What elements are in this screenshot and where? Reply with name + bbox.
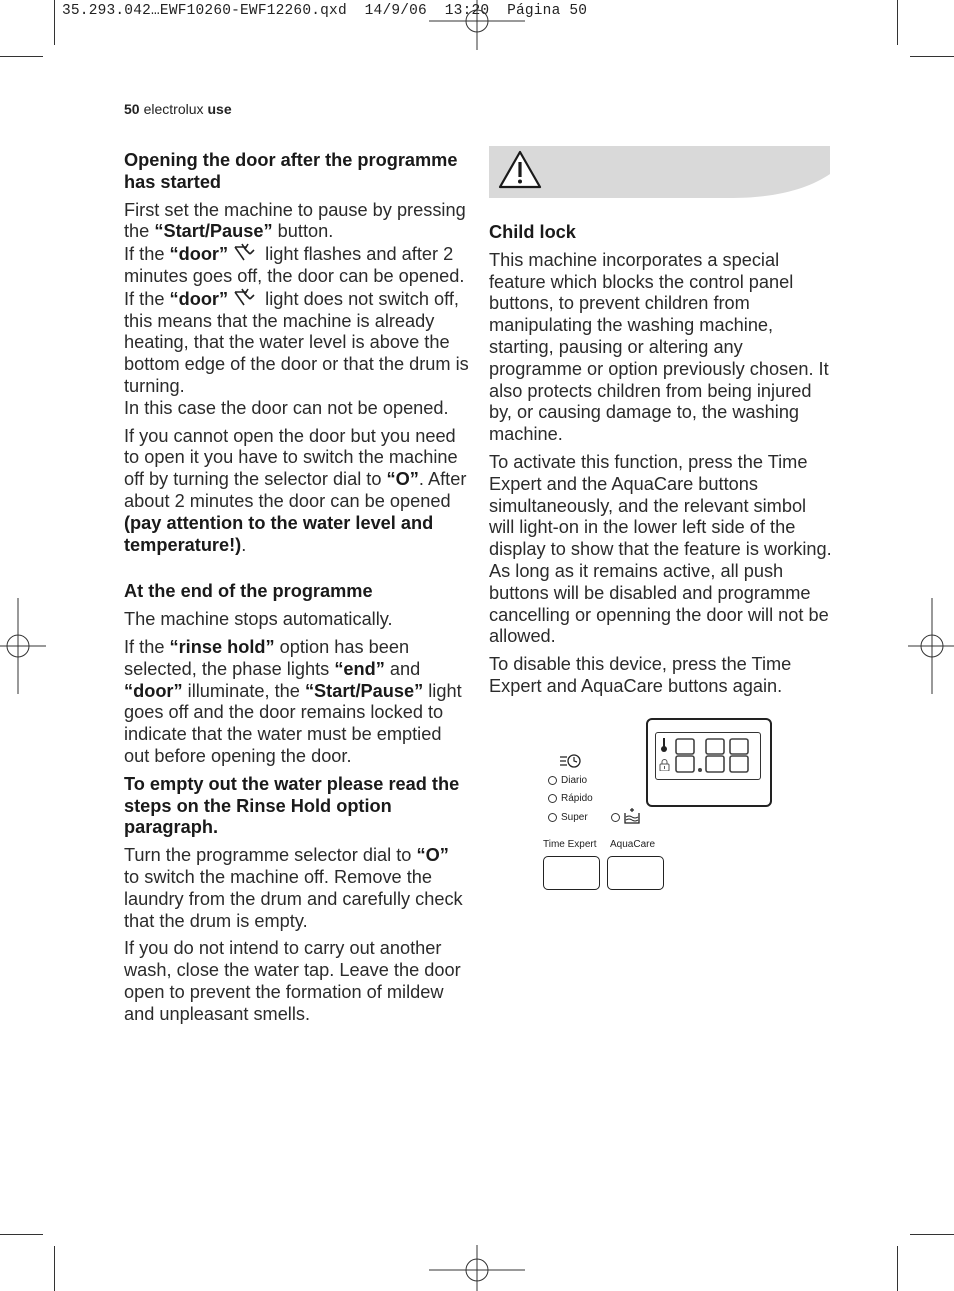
aquacare-button[interactable] [607, 856, 664, 890]
time-expert-label: Time Expert [543, 839, 597, 850]
seven-segment-digits [674, 737, 754, 775]
option-radio [548, 813, 557, 822]
door-icon [234, 243, 256, 263]
brand-name: electrolux [143, 101, 204, 117]
crop-mark [0, 1234, 43, 1235]
paragraph: If the “rinse hold” option has been selected, the phase lights “end” and “door” illuminate, the “Start/Pause” light goes off and the door remains locked to indicate that the water must be emptied out before opening the door. [124, 636, 462, 766]
paragraph: If you do not intend to carry out another wash, close the water tap. Leave the door open to prevent the formation of mildew and unpleasant smells. [124, 938, 461, 1024]
heading-end-of-programme: At the end of the programme [124, 581, 373, 602]
paragraph-bold: To empty out the water please read the steps on the Rinse Hold option paragraph. [124, 773, 460, 838]
paragraph: To activate this function, press the Time Expert and the AquaCare buttons simultaneously, and the relevant simbol will light-on in the lower left side of the display to show that the feature is working. As long as it remains active, all push buttons will be disabled and programme cancelling or openning the door will not be allowed. [489, 451, 832, 647]
aquacare-icon [623, 807, 641, 825]
lcd-display [646, 718, 772, 807]
aquacare-radio [611, 813, 620, 822]
crop-mark [54, 0, 55, 45]
crop-mark [0, 56, 43, 57]
registration-mark-icon [429, 1245, 525, 1291]
time-expert-button[interactable] [543, 856, 600, 890]
crop-mark [910, 56, 954, 57]
page-number: 50 [124, 101, 140, 117]
registration-mark-icon [429, 0, 525, 50]
crop-mark [897, 0, 898, 45]
paragraph: The machine stops automatically. [124, 609, 393, 630]
option-radio [548, 776, 557, 785]
section-name: use [207, 101, 232, 117]
paragraph: If you cannot open the door but you need to open it you have to switch the machine off by turning the selector dial to “O”. After about 2 minutes the door can be opened (pay attention to the water level and temperature!). [124, 425, 467, 555]
aquacare-label: AquaCare [610, 839, 656, 850]
heading-child-lock: Child lock [489, 222, 576, 242]
paragraph: This machine incorporates a special feature which blocks the control panel buttons, to prevent children from manipulating the washing machine, starting, pausing or altering any programme or option previously chosen. It also protects children from being injured by, or causing damage to, the washing machine. [489, 249, 829, 445]
time-expert-icon [559, 753, 583, 769]
paragraph: Turn the programme selector dial to “O” to switch the machine off. Remove the laundry from the drum and carefully check that the drum is empty. [124, 845, 463, 931]
warning-banner [489, 146, 830, 198]
registration-mark-icon [0, 598, 46, 694]
crop-mark [897, 1246, 898, 1291]
right-column [489, 222, 834, 704]
paragraph: To disable this device, press the Time Expert and AquaCare buttons again. [489, 654, 792, 696]
registration-mark-icon [908, 598, 954, 694]
file-slug: 35.293.042…EWF10260-EWF12260.qxd 14/9/06 13:20 Página 50 [62, 3, 588, 19]
left-column [124, 150, 469, 1031]
door-icon [234, 288, 256, 308]
page-header [124, 101, 232, 117]
option-radio [548, 794, 557, 803]
control-panel-illustration [536, 716, 776, 896]
paragraph: First set the machine to pause by pressing the “Start/Pause” button. If the “door” light flashes and after 2 minutes goes off, the door can be opened. If the “door” light does not switch off, this means that the machine is already heating, that the water level is above the bottom edge of the door or that the drum is turning. In this case the door can not be opened. [124, 199, 469, 418]
lcd-screen [655, 732, 761, 780]
child-lock-icon [659, 759, 670, 771]
option-label: Diario [561, 775, 588, 786]
option-label: Super [561, 812, 588, 823]
crop-mark [54, 1246, 55, 1291]
option-label: Rápido [561, 793, 593, 804]
thermometer-icon [660, 737, 668, 753]
crop-mark [910, 1234, 954, 1235]
heading-opening-door: Opening the door after the programme has started [124, 150, 458, 192]
